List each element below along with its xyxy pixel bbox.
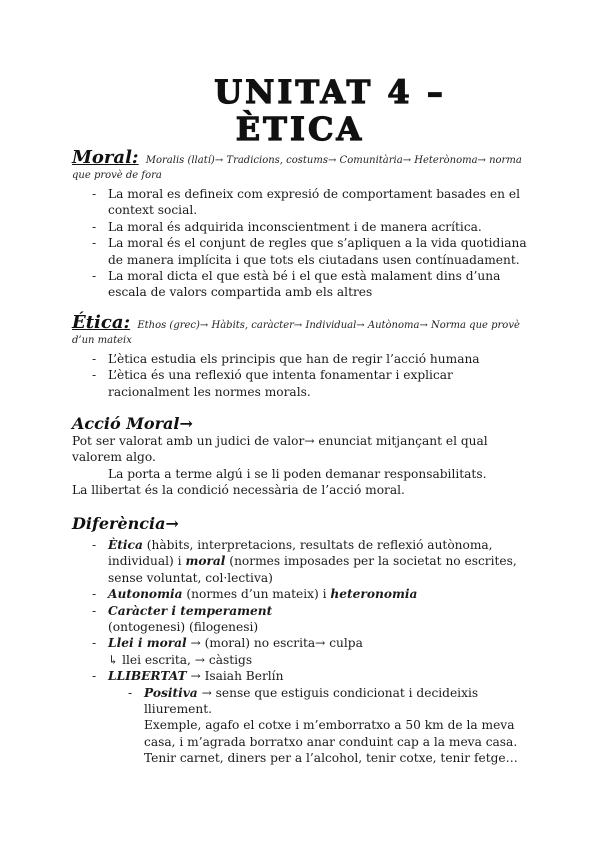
list-item: - La moral és adquirida inconscientment i de manera acrítica. [72,219,532,235]
term-heteronomia: heteronomia [330,587,418,602]
diferencia-list [72,537,532,767]
etica-etymology: Ethos (grec)→ Hàbits, caràcter→ Individual→ Autònoma→ Norma que provè d’un mateix [72,320,520,346]
item-text: → Isaiah Berlín [186,669,284,684]
term-moral: moral [185,554,226,569]
accio-paragraph-3: La llibertat és la condició necessària de l’acció moral. [72,483,405,498]
term-etica: Ètica [108,538,143,552]
item-text: → sense que estiguis condicionat i decideixis lliurement. [144,685,479,717]
list-item: - La moral dicta el que està bé i el que està malament dins d’una escala de valors compartida amb els altres [72,268,532,301]
term-caracter: Caràcter i temperament [108,603,273,618]
list-item: - La moral és el conjunt de regles que s’apliquen a la vida quotidiana de manera implícita i que tots els ciutadans usen contínuadament. [72,235,532,268]
example-text: Exemple, agafo el cotxe i m’emborratxo a 50 km de la meva casa, i m’agrada borratxo anar conduint cap a la meva casa. [144,718,518,749]
accio-heading: Acció Moral→ [72,414,193,433]
section-diferencia [72,513,532,767]
item-subtext: (ontogenesi) (filogenesi) [108,620,259,635]
list-item: - La moral es defineix com expresió de comportament basades en el context social. [72,186,532,219]
item-text: → (moral) no escrita→ culpa [186,636,363,651]
moral-list [72,186,532,301]
accio-paragraph-1: Pot ser valorat amb un judici de valor→ enunciat mitjançant el qual valorem algo. [72,434,488,465]
etica-list [72,351,532,400]
item-text: (normes d’un mateix) i [182,587,331,602]
list-item [72,603,532,636]
section-moral [72,147,532,301]
term-autonomia: Autonomia [108,587,183,602]
accio-paragraph-2: La porta a terme algú i se li poden demanar responsabilitats. [108,466,487,481]
list-item: - L’ètica és una reflexió que intenta fonamentar i explicar racionalment les normes morals. [72,367,532,400]
etica-heading-line [72,312,532,348]
item-text: (hàbits, interpretacions, resultats de reflexió autònoma, individual) i [108,538,493,569]
diferencia-heading: Diferència→ [72,514,179,533]
term-llei-moral: Llei i moral [108,636,187,651]
accio-body [72,433,532,499]
example-text-2: Tenir carnet, diners per a l’alcohol, tenir cotxe, tenir fetge… [144,751,518,766]
list-item: - L’ètica estudia els principis que han de regir l’acció humana [72,351,532,367]
list-item [72,668,532,766]
item-subtext: ↳ llei escrita, → càstigs [108,652,253,667]
llibertat-sublist [124,685,532,767]
section-accio-moral [72,413,532,435]
etica-heading: Ética: [72,312,131,333]
moral-heading: Moral: [72,147,139,168]
moral-etymology: Moralis (llatí)→ Tradicions, costums→ Comunitària→ Heterònoma→ norma que provè de fora [72,155,522,181]
term-positiva: Positiva [144,685,198,700]
list-item [124,685,532,767]
moral-heading-line [72,147,532,183]
item-text: (normes imposades per la societat no escrites, sense voluntat, col·lectiva) [108,554,517,585]
list-item [72,635,532,668]
term-llibertat: LLIBERTAT [108,669,187,684]
section-etica [72,312,532,400]
list-item [72,586,532,602]
list-item [72,537,532,586]
page-title-line1: UNITAT 4 – [214,73,446,111]
page-title-line2: ÈTICA [235,110,365,148]
